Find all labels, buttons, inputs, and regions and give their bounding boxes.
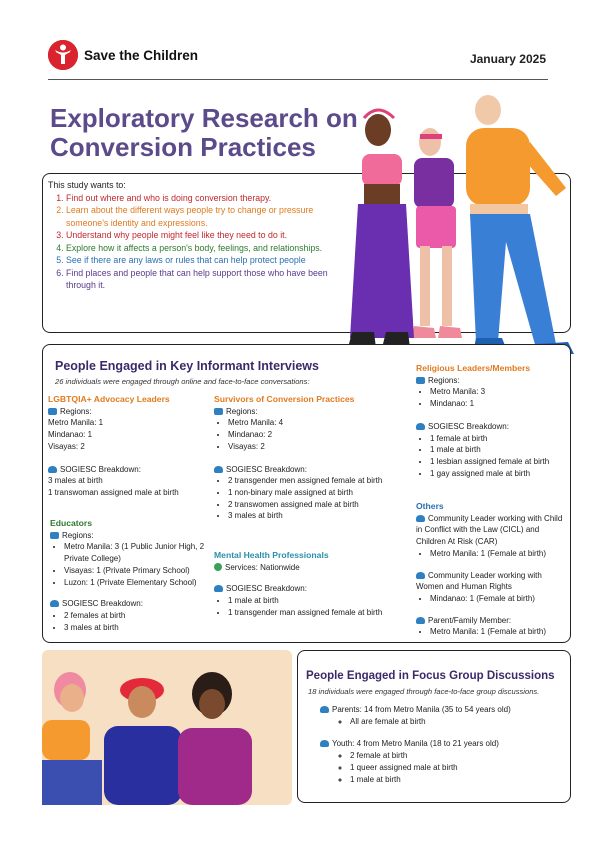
- book-icon: [416, 377, 425, 384]
- title-line-2: Conversion Practices: [50, 132, 316, 162]
- religious-heading: Religious Leaders/Members: [416, 363, 531, 373]
- region-line: Visayas: 2: [48, 441, 85, 451]
- list-item: ◦ 2 female at birth: [350, 750, 560, 762]
- survivors-heading: Survivors of Conversion Practices: [214, 394, 355, 404]
- sogiesc-label: SOGIESC Breakdown:: [226, 584, 307, 594]
- list-item: • 2 transwomen assigned male at birth: [228, 499, 414, 511]
- study-goal-item: 5. See if there are any laws or rules that can help protect people: [66, 254, 333, 267]
- study-goal-item: 3. Understand why people might feel like they need to do it.: [66, 229, 333, 242]
- people-icon: [48, 466, 57, 473]
- region-line: Mindanao: 1: [48, 430, 93, 440]
- people-icon: [320, 706, 329, 713]
- book-icon: [50, 532, 59, 539]
- people-icon: [416, 515, 425, 522]
- services-line: Services: Nationwide: [225, 562, 300, 572]
- list-item: ◦ All are female at birth: [350, 716, 560, 728]
- youth-label: Youth: 4 from Metro Manila (18 to 21 years old): [332, 739, 499, 749]
- religious-section: [416, 363, 564, 479]
- women-label: Community Leader working with Women and Human Rights: [416, 570, 542, 592]
- list-item: • 3 males at birth: [228, 510, 414, 522]
- book-icon: [214, 408, 223, 415]
- list-item: • 3 males at birth: [64, 622, 210, 634]
- people-icon: [214, 585, 223, 592]
- header-divider: [48, 79, 548, 80]
- list-item: • Metro Manila: 4: [228, 417, 414, 429]
- list-item: • Visayas: 2: [228, 441, 414, 453]
- list-item: • 1 male at birth: [228, 595, 414, 607]
- regions-label: Regions:: [428, 375, 460, 385]
- kii-title: People Engaged in Key Informant Interviews: [55, 359, 319, 373]
- mental-health-section: [214, 550, 414, 619]
- list-item: • 1 female at birth: [430, 433, 564, 445]
- parent-label: Parent/Family Member:: [428, 615, 512, 625]
- others-section: [416, 501, 564, 638]
- list-item: • Mindanao: 2: [228, 429, 414, 441]
- sogiesc-line: 3 males at birth: [48, 476, 103, 486]
- others-heading: Others: [416, 501, 444, 511]
- people-icon: [214, 466, 223, 473]
- list-item: • 2 transgender men assigned female at birth: [228, 475, 414, 487]
- people-illustration-top: [330, 92, 582, 362]
- people-icon: [320, 740, 329, 747]
- page-title: [50, 104, 370, 162]
- fgd-details: [320, 704, 560, 785]
- list-item: • 1 lesbian assigned female at birth: [430, 456, 564, 468]
- list-item: • 1 gay assigned male at birth: [430, 468, 564, 480]
- educators-heading: Educators: [50, 518, 93, 528]
- people-icon: [416, 617, 425, 624]
- book-icon: [48, 408, 57, 415]
- regions-label: Regions:: [62, 530, 94, 540]
- lgbtqia-section: [48, 394, 208, 499]
- list-item: ◦ 1 male at birth: [350, 774, 560, 786]
- list-item: ◦ 1 queer assigned male at birth: [350, 762, 560, 774]
- study-goal-item: 2. Learn about the different ways people try to change or pressure someone's identity and expressions.: [66, 204, 333, 229]
- people-illustration-bottom: [42, 650, 292, 805]
- cicl-label: Community Leader working with Child in Conflict with the Law (CICL) and Children At Risk (CAR): [416, 513, 563, 547]
- sogiesc-label: SOGIESC Breakdown:: [226, 464, 307, 474]
- globe-icon: [214, 563, 222, 571]
- org-logo: [48, 40, 198, 70]
- sogiesc-label: SOGIESC Breakdown:: [62, 599, 143, 609]
- survivors-section: [214, 394, 414, 522]
- lgbtqia-heading: LGBTQIA+ Advocacy Leaders: [48, 394, 170, 404]
- regions-label: Regions:: [60, 406, 92, 416]
- list-item: • Luzon: 1 (Private Elementary School): [64, 577, 210, 589]
- people-icon: [416, 423, 425, 430]
- org-name: Save the Children: [84, 47, 199, 63]
- title-line-1: Exploratory Research on: [50, 103, 358, 133]
- list-item: • Metro Manila: 1 (Female at birth): [430, 626, 564, 638]
- people-icon: [50, 600, 59, 607]
- sogiesc-label: SOGIESC Breakdown:: [428, 421, 509, 431]
- list-item: • Visayas: 1 (Private Primary School): [64, 565, 210, 577]
- kii-subtitle: 26 individuals were engaged through online and face-to-face conversations:: [55, 377, 310, 386]
- list-item: • Mindanao: 1 (Female at birth): [430, 593, 564, 605]
- list-item: • Metro Manila: 1 (Female at birth): [430, 548, 564, 560]
- list-item: • 1 transgender man assigned female at birth: [228, 607, 414, 619]
- study-goal-item: 6. Find places and people that can help support those who have been through it.: [66, 267, 333, 292]
- mental-health-heading: Mental Health Professionals: [214, 550, 329, 560]
- list-item: • 1 male at birth: [430, 444, 564, 456]
- list-item: • Metro Manila: 3: [430, 386, 564, 398]
- list-item: • Metro Manila: 3 (1 Public Junior High, 2 Private College): [64, 541, 210, 564]
- study-intro: This study wants to:: [48, 180, 126, 190]
- study-goal-item: 4. Explore how it affects a person's body, feelings, and relationships.: [66, 242, 333, 255]
- list-item: • Mindanao: 1: [430, 398, 564, 410]
- list-item: • 1 non-binary male assigned at birth: [228, 487, 414, 499]
- regions-label: Regions:: [226, 406, 258, 416]
- study-goals-list: [48, 192, 333, 292]
- study-goals: [48, 179, 333, 292]
- fgd-title: People Engaged in Focus Group Discussions: [306, 670, 555, 682]
- fgd-subtitle: 18 individuals were engaged through face-to-face group discussions.: [308, 687, 540, 696]
- sogiesc-label: SOGIESC Breakdown:: [60, 464, 141, 474]
- save-the-children-logo-icon: [48, 40, 78, 70]
- sogiesc-line: 1 transwoman assigned male at birth: [48, 487, 179, 497]
- parents-label: Parents: 14 from Metro Manila (35 to 54 years old): [332, 705, 511, 714]
- report-date: January 2025: [469, 52, 546, 66]
- study-goal-item: 1. Find out where and who is doing conversion therapy.: [66, 192, 333, 205]
- list-item: • 2 females at birth: [64, 610, 210, 622]
- educators-section: [50, 518, 210, 633]
- people-icon: [416, 572, 425, 579]
- region-line: Metro Manila: 1: [48, 418, 104, 428]
